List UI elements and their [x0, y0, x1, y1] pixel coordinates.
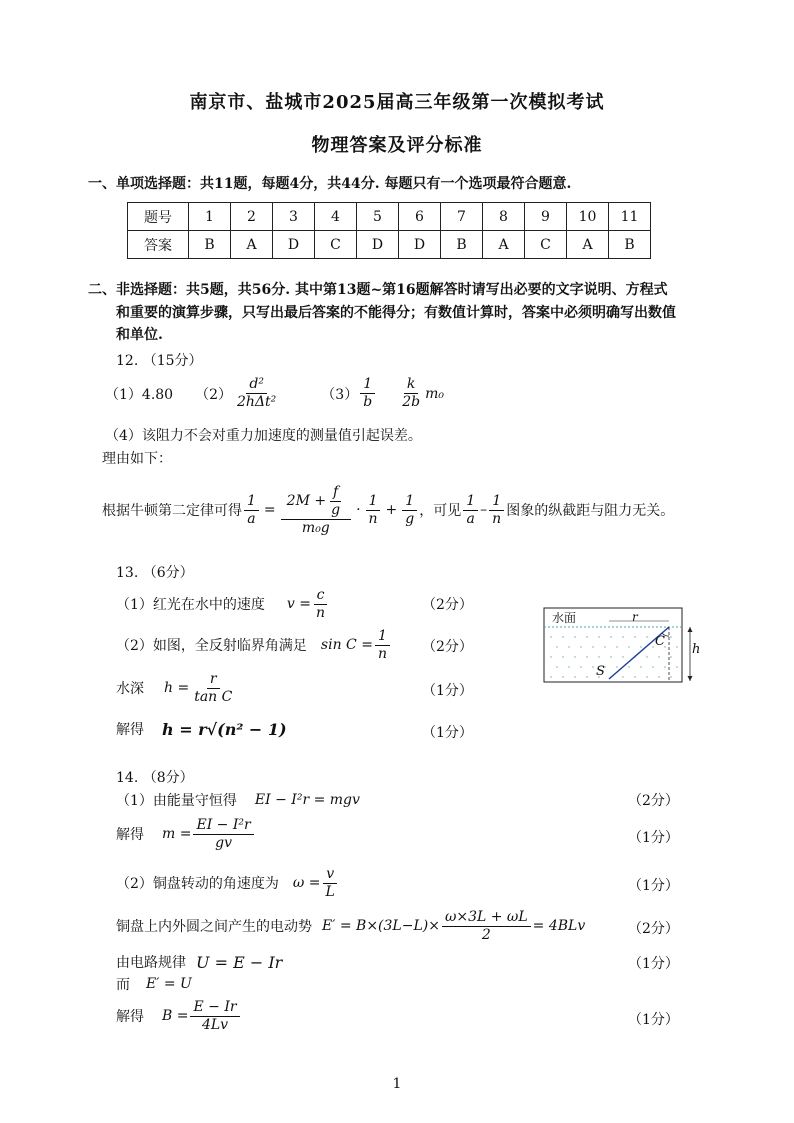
q14-l2-fraction	[193, 817, 253, 852]
fraction-denominator: g	[405, 510, 415, 527]
fig-s-label: S	[596, 664, 605, 679]
table-cell: 3	[273, 203, 315, 231]
q12-part3-label: （3）	[321, 386, 359, 403]
table-cell: 4	[315, 203, 357, 231]
table-cell: 9	[525, 203, 567, 231]
fraction-numerator: 1	[489, 493, 504, 511]
fraction-numerator: EI − I²r	[193, 817, 253, 835]
table-header-q: 题号	[128, 203, 189, 231]
table-cell: D	[273, 231, 315, 259]
q14-l4-text: 铜盘上内外圆之间产生的电动势	[116, 919, 312, 935]
section2-heading-line2: 和重要的演算步骤，只写出最后答案的不能得分；有数值计算时，答案中必须明确写出数值	[116, 305, 676, 321]
section1-heading: 一、单项选择题：共11题，每题4分，共44分. 每题只有一个选项最符合题意.	[88, 176, 572, 192]
q14-l5-eq: U = E − Ir	[196, 952, 283, 972]
q14-l1-eq: EI − I²r = mgv	[254, 792, 360, 808]
q13-l4-text: 解得	[116, 722, 144, 738]
fraction-denominator: gv	[215, 834, 233, 851]
q12-answers-line	[105, 376, 444, 411]
fraction-denominator: a	[466, 510, 475, 527]
fraction-numerator: c	[314, 587, 328, 605]
q14-line2	[116, 814, 256, 854]
q12-header: 12. （15分）	[116, 353, 203, 369]
page-number: 1	[392, 1076, 402, 1092]
q14-l3-fraction	[323, 866, 338, 901]
table-cell: B	[609, 231, 651, 259]
q14-l3-score: （1分）	[628, 878, 679, 894]
q12-conclusion-suffix: 图象的纵截距与阻力无关。	[506, 503, 675, 519]
q13-l3-fraction	[191, 671, 235, 706]
fraction-denominator: a	[247, 510, 256, 527]
fraction-numerator: 1	[366, 493, 381, 511]
minus-sign: –	[480, 502, 488, 518]
fraction-numerator: f	[330, 484, 341, 502]
q12-conclusion-n-fraction	[489, 493, 504, 528]
q12-part3-fraction-b	[399, 376, 423, 411]
dot-operator: ·	[356, 502, 361, 518]
fraction-numerator: v	[323, 866, 337, 884]
q13-l3-score: （1分）	[422, 683, 473, 699]
table-cell: 7	[441, 203, 483, 231]
fig-water-label: 水面	[552, 611, 577, 625]
fraction-denominator: n	[492, 510, 502, 527]
q14-l5-score: （1分）	[628, 956, 679, 972]
q12-big-fraction	[281, 484, 351, 537]
fig-r-label: r	[632, 610, 638, 624]
fraction-denominator: L	[325, 883, 335, 900]
table-header-a: 答案	[128, 231, 189, 259]
q12-part2-fraction	[234, 376, 279, 411]
fraction-numerator: 1	[402, 493, 417, 511]
q13-l2-text: （2）如图，全反射临界角满足	[116, 638, 307, 654]
q13-l4-score: （1分）	[422, 725, 473, 741]
q14-line1	[116, 790, 360, 810]
page-subtitle: 物理答案及评分标准	[311, 135, 483, 156]
equals-sign: =	[263, 502, 276, 518]
q12-part3-tail: m₀	[425, 385, 444, 402]
fraction-numerator: 1	[463, 493, 478, 511]
table-row	[128, 231, 651, 259]
fraction-denominator: 2hΔt²	[237, 394, 277, 410]
q14-l2-lhs: m =	[162, 826, 192, 842]
q13-l4-eq: h = r√(n² − 1)	[162, 719, 287, 739]
table-cell: 11	[609, 203, 651, 231]
q13-line3	[116, 669, 237, 707]
q14-l2-text: 解得	[116, 827, 144, 843]
fraction-numerator: d²	[246, 376, 267, 394]
q14-l3-text: （2）铜盘转动的角速度为	[116, 876, 279, 892]
table-cell: C	[525, 231, 567, 259]
q13-l3-text: 水深	[116, 681, 144, 697]
fraction-denominator: n	[377, 645, 387, 662]
q13-l3-lhs: h =	[164, 680, 190, 696]
q13-line4	[116, 719, 287, 739]
q13-l1-score: （2分）	[422, 597, 473, 613]
q12-g-fraction	[402, 493, 417, 528]
fraction-denominator: 2	[481, 926, 491, 943]
table-cell: 2	[231, 203, 273, 231]
q13-l2-score: （2分）	[422, 639, 473, 655]
q13-l1-text: （1）红光在水中的速度	[116, 597, 265, 613]
q12-reason-label: 理由如下：	[102, 451, 172, 467]
page-title: 南京市、盐城市2025届高三年级第一次模拟考试	[189, 92, 605, 113]
table-cell: 5	[357, 203, 399, 231]
q14-l7-score: （1分）	[628, 1012, 679, 1028]
fraction-numerator: k	[404, 376, 418, 394]
table-cell: 8	[483, 203, 525, 231]
fraction-denominator: n	[368, 510, 378, 527]
q14-l6-eq: E′ = U	[146, 976, 192, 992]
q14-l4-fraction	[442, 909, 531, 944]
answer-table	[127, 202, 651, 259]
fraction-denominator: n	[316, 604, 326, 621]
q12-conclusion-prefix: ，可见	[419, 503, 462, 519]
fraction-numerator: 1	[244, 493, 259, 511]
q13-l2-fraction	[375, 628, 390, 663]
q12-conclusion-a-fraction	[463, 493, 478, 528]
f-over-g-fraction	[328, 484, 343, 519]
q14-l6-text: 而	[116, 977, 130, 993]
q13-header: 13. （6分）	[116, 565, 194, 581]
big-numerator-text: 2M +	[286, 492, 327, 509]
arrow-down-icon	[688, 676, 693, 681]
fraction-denominator: b	[363, 394, 373, 410]
fraction-numerator: E − Ir	[190, 999, 239, 1017]
q14-header: 14. （8分）	[116, 770, 194, 786]
q14-l7-text: 解得	[116, 1009, 144, 1025]
table-cell: 6	[399, 203, 441, 231]
fig-c-label: C	[655, 634, 665, 649]
q12-newton-prefix: 根据牛顿第二定律可得	[102, 503, 242, 519]
q12-newton-equation	[102, 470, 674, 550]
q14-l4-lhs: E′ = B×(3L−L)×	[322, 918, 440, 934]
q14-l4-rhs: = 4BLv	[532, 918, 586, 934]
fraction-numerator: ω×3L + ωL	[442, 909, 531, 927]
table-cell: B	[441, 231, 483, 259]
q14-line5	[116, 952, 282, 972]
q13-line2	[116, 626, 392, 664]
fraction-numerator: 1	[375, 628, 390, 646]
fraction-denominator: 4Lv	[201, 1016, 229, 1033]
table-cell: D	[399, 231, 441, 259]
q14-l5-text: 由电路规律	[116, 955, 186, 971]
table-cell: A	[567, 231, 609, 259]
q13-l1-lhs: v =	[286, 596, 312, 612]
table-cell: 1	[189, 203, 231, 231]
q12-part4: （4）该阻力不会对重力加速度的测量值引起误差。	[105, 428, 422, 444]
table-row	[128, 203, 651, 231]
q14-l4-score: （2分）	[628, 921, 679, 937]
q14-l2-score: （1分）	[628, 830, 679, 846]
section2-heading-line3: 和单位.	[116, 327, 163, 343]
fraction-denominator: m₀g	[301, 519, 330, 536]
plus-sign: +	[385, 502, 398, 518]
q14-l7-lhs: B =	[162, 1008, 189, 1024]
table-cell: B	[189, 231, 231, 259]
q14-l1-score: （2分）	[628, 793, 679, 809]
q14-l1-text: （1）由能量守恒得	[116, 793, 237, 809]
table-cell: A	[483, 231, 525, 259]
fig-h-label: h	[692, 642, 701, 657]
q14-l3-lhs: ω =	[292, 875, 321, 891]
q13-line1	[116, 585, 330, 623]
q13-l2-lhs: sin C =	[320, 637, 373, 653]
table-cell: C	[315, 231, 357, 259]
fraction-numerator	[281, 484, 351, 520]
q14-line6	[116, 974, 192, 994]
q12-lhs-fraction	[244, 493, 259, 528]
q14-line4	[116, 906, 585, 946]
fraction-denominator: 2b	[402, 394, 421, 410]
q12-part3-fraction-a	[360, 376, 375, 411]
fraction-denominator: tan C	[194, 688, 233, 705]
table-cell: 10	[567, 203, 609, 231]
section2-heading-line1: 二、非选择题：共5题，共56分. 其中第13题~第16题解答时请写出必要的文字说明、方程式	[88, 282, 668, 298]
q14-l7-fraction	[190, 999, 239, 1034]
fraction-numerator: r	[207, 671, 220, 689]
q14-line7	[116, 996, 242, 1036]
q14-line3	[116, 863, 340, 903]
q13-l1-fraction	[313, 587, 328, 622]
table-cell: A	[231, 231, 273, 259]
q12-part2-label: （2）	[195, 386, 233, 403]
arrow-up-icon	[688, 627, 693, 632]
q12-part1: （1）4.80	[105, 386, 174, 403]
fraction-numerator: 1	[360, 376, 375, 394]
fraction-denominator: g	[331, 501, 341, 518]
table-cell: D	[357, 231, 399, 259]
q12-n-fraction	[366, 493, 381, 528]
